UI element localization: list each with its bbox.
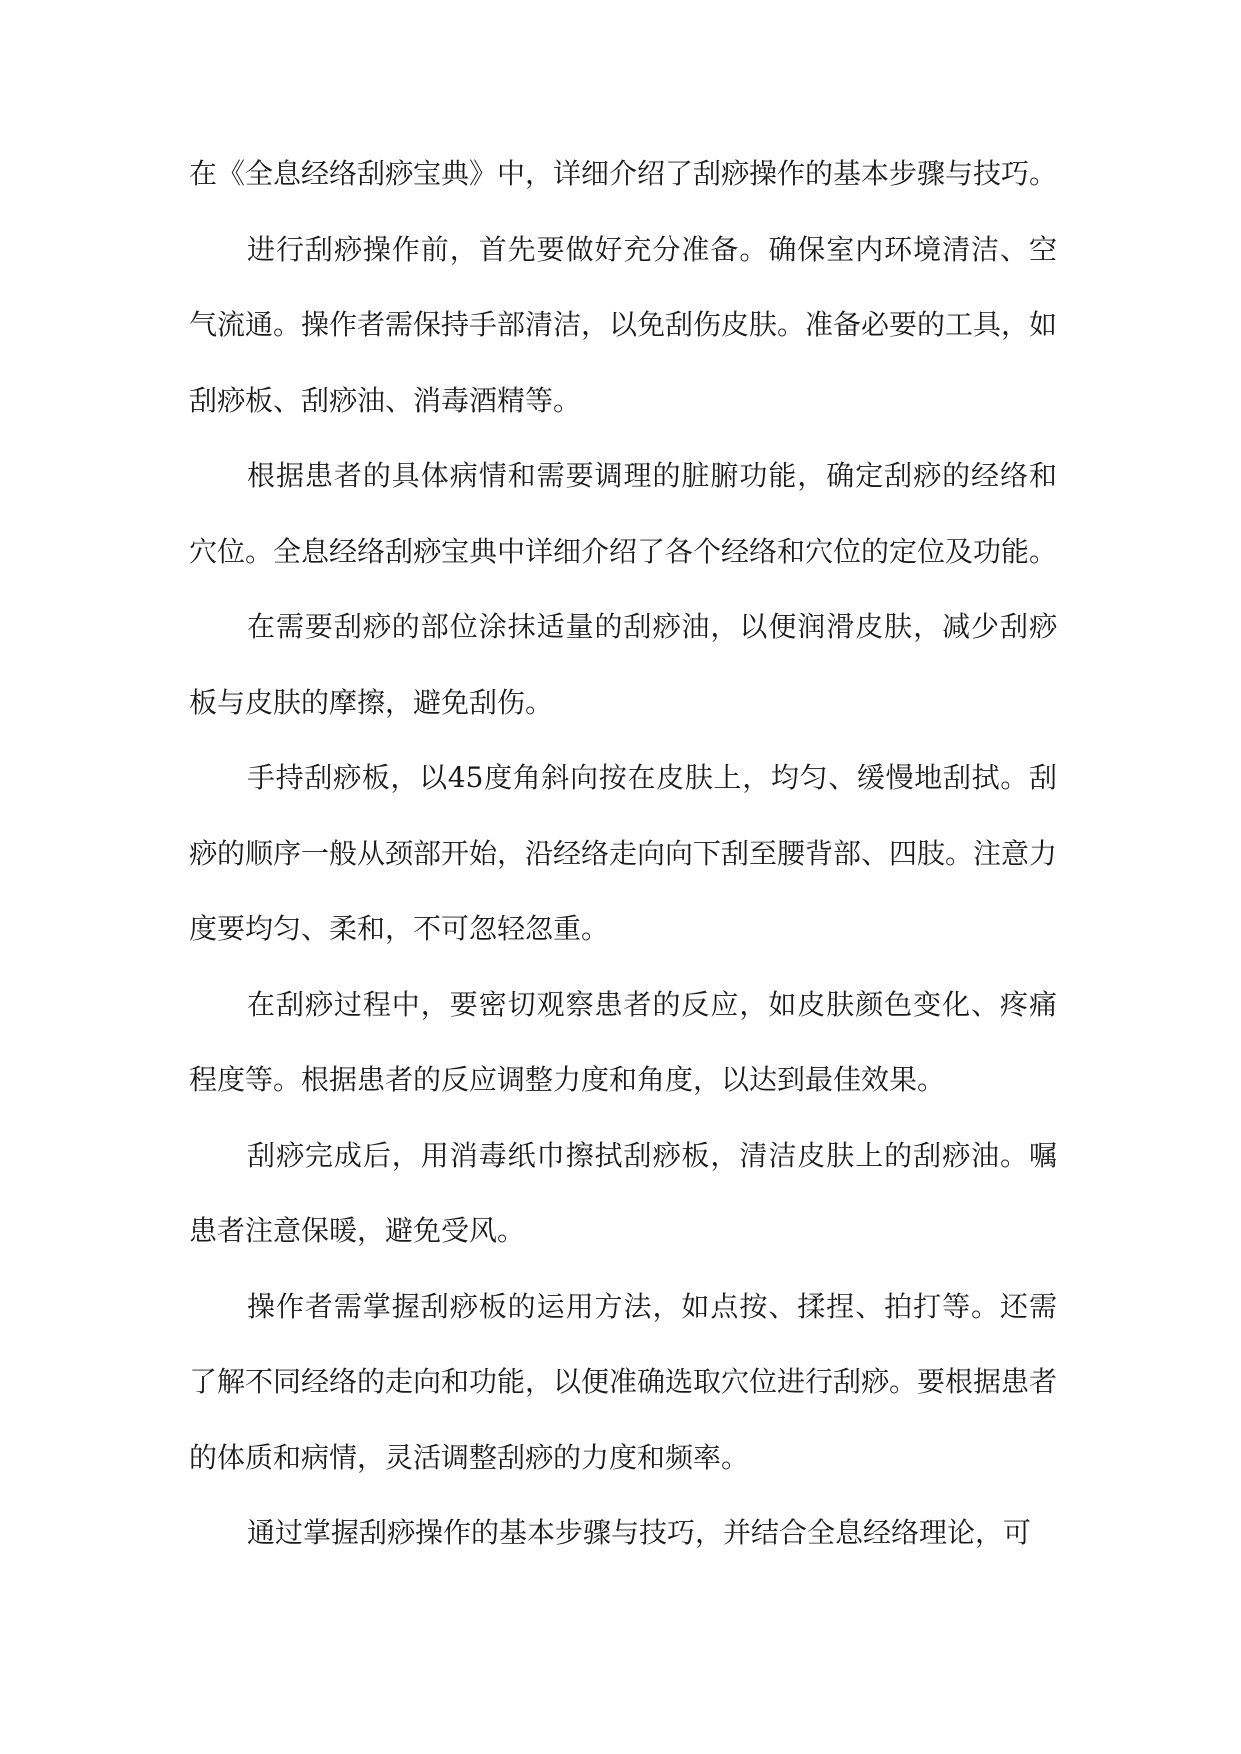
paragraph-intro: 在《全息经络刮痧宝典》中，详细介绍了刮痧操作的基本步骤与技巧。 [189, 157, 1058, 190]
paragraph-apply-oil: 在需要刮痧的部位涂抹适量的刮痧油，以便润滑皮肤，减少刮痧板与皮肤的摩擦，避免刮伤。 [189, 610, 1057, 719]
document-body [189, 136, 1057, 1571]
paragraph-observation: 在刮痧过程中，要密切观察患者的反应，如皮肤颜色变化、疼痛程度等。根据患者的反应调整力度和角度，以达到最佳效果。 [189, 987, 1057, 1096]
paragraph-scraping-technique: 手持刮痧板，以45度角斜向按在皮肤上，均匀、缓慢地刮拭。刮痧的顺序一般从颈部开始，沿经络走向向下刮至腰背部、四肢。注意力度要均匀、柔和，不可忽轻忽重。 [189, 761, 1058, 945]
paragraph-meridian-selection: 根据患者的具体病情和需要调理的脏腑功能，确定刮痧的经络和穴位。全息经络刮痧宝典中详细介绍了各个经络和穴位的定位及功能。 [189, 459, 1058, 568]
paragraph-conclusion: 通过掌握刮痧操作的基本步骤与技巧，并结合全息经络理论，可 [247, 1516, 1032, 1549]
paragraph-aftercare: 刮痧完成后，用消毒纸巾擦拭刮痧板，清洁皮肤上的刮痧油。嘱患者注意保暖，避免受风。 [189, 1138, 1057, 1247]
paragraph-skills: 操作者需掌握刮痧板的运用方法，如点按、揉捏、拍打等。还需了解不同经络的走向和功能，以便准确选取穴位进行刮痧。要根据患者的体质和病情，灵活调整刮痧的力度和频率。 [189, 1289, 1058, 1474]
paragraph-preparation: 进行刮痧操作前，首先要做好充分准备。确保室内环境清洁、空气流通。操作者需保持手部清洁，以免刮伤皮肤。准备必要的工具，如刮痧板、刮痧油、消毒酒精等。 [189, 232, 1058, 417]
